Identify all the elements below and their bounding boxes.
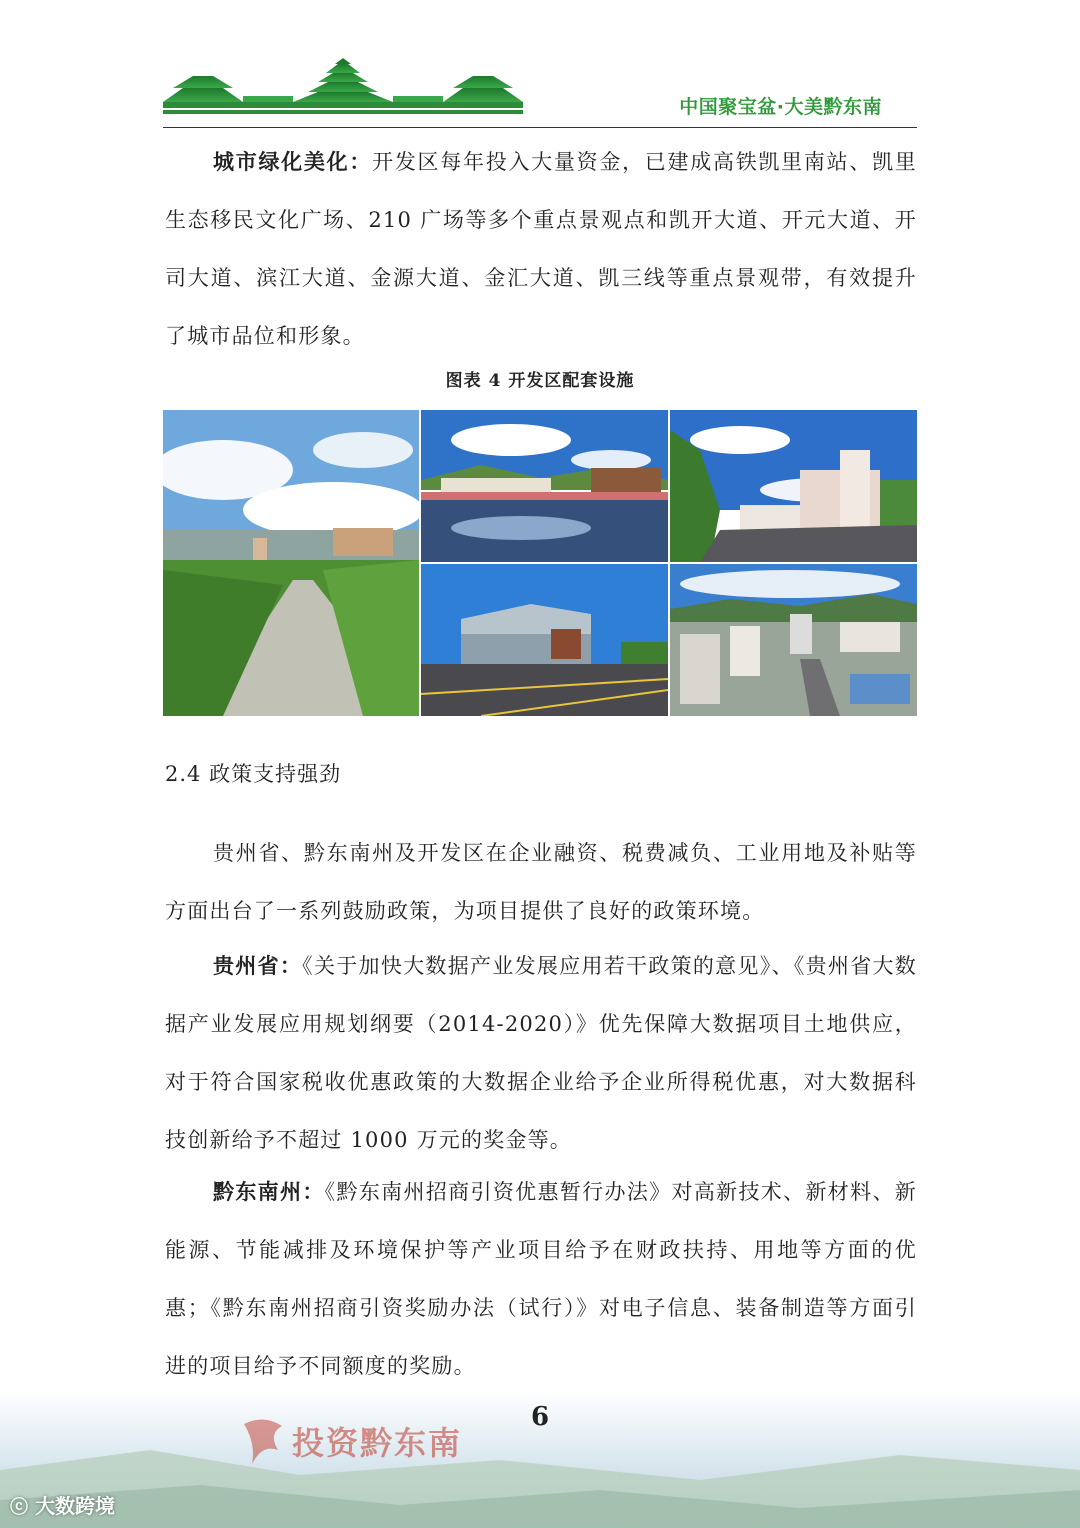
- intro-lead: 城市绿化美化：: [213, 149, 373, 174]
- city-aerial-photo: [670, 564, 917, 716]
- paragraph-text: 《关于加快大数据产业发展应用若干政策的意见》、《贵州省大数据产业发展应用规划纲要（2014-2020）》优先保障大数据项目土地供应，对于符合国家税收优惠政策的大数据企业给予企业所得税优惠，对大数据科技创新给予不超过 1000 万元的奖金等。: [165, 954, 917, 1152]
- header-slogan: 中国聚宝盆·大美黔东南: [679, 96, 882, 118]
- paragraph-text: 《黔东南州招商引资优惠暂行办法》对高新技术、新材料、新能源、节能减排及环境保护等产业项目给予在财政扶持、用地等方面的优惠；《黔东南州招商引资奖励办法（试行）》对电子信息、装备制造等方面引进的项目给予不同额度的奖励。: [165, 1180, 918, 1378]
- paragraph-text: 贵州省、黔东南州及开发区在企业融资、税费减负、工业用地及补贴等方面出台了一系列鼓励政策，为项目提供了良好的政策环境。: [165, 841, 917, 923]
- intro-text: 开发区每年投入大量资金，已建成高铁凯里南站、凯里生态移民文化广场、210 广场等多个重点景观点和凯开大道、开元大道、开司大道、滨江大道、金源大道、金汇大道、凯三线等重点景观带，有效提升了城市品位和形象。: [165, 150, 917, 348]
- qiandongnan-lead: 黔东南州：: [213, 1179, 325, 1204]
- lake-plaza-photo: [421, 410, 668, 562]
- hillside-road-photo: [163, 410, 419, 716]
- facilities-photo-gallery: [163, 410, 917, 716]
- guizhou-lead: 贵州省：: [213, 953, 303, 978]
- invest-logo-icon: [238, 1414, 290, 1470]
- watermark-text: [10, 1490, 115, 1519]
- drum-tower-pavilion-icon: [163, 58, 523, 120]
- watermark-logo-icon: ⓒ: [10, 1497, 28, 1518]
- watermark-label: 大数跨境: [34, 1494, 115, 1518]
- footer-logo-text: 投资黔东南: [292, 1424, 463, 1462]
- policy-paragraph-intro: [165, 824, 917, 940]
- figure-caption: 图表 4 开发区配套设施: [445, 371, 635, 391]
- policy-paragraph-qiandongnan: [165, 1163, 917, 1395]
- section-heading: 2.4 政策支持强劲: [165, 762, 342, 786]
- header-divider: [163, 127, 917, 128]
- page-number: 6: [530, 1402, 550, 1432]
- street-buildings-photo: [670, 410, 917, 562]
- station-building-photo: [421, 564, 668, 716]
- policy-paragraph-guizhou: [165, 937, 917, 1169]
- intro-paragraph: [165, 133, 917, 365]
